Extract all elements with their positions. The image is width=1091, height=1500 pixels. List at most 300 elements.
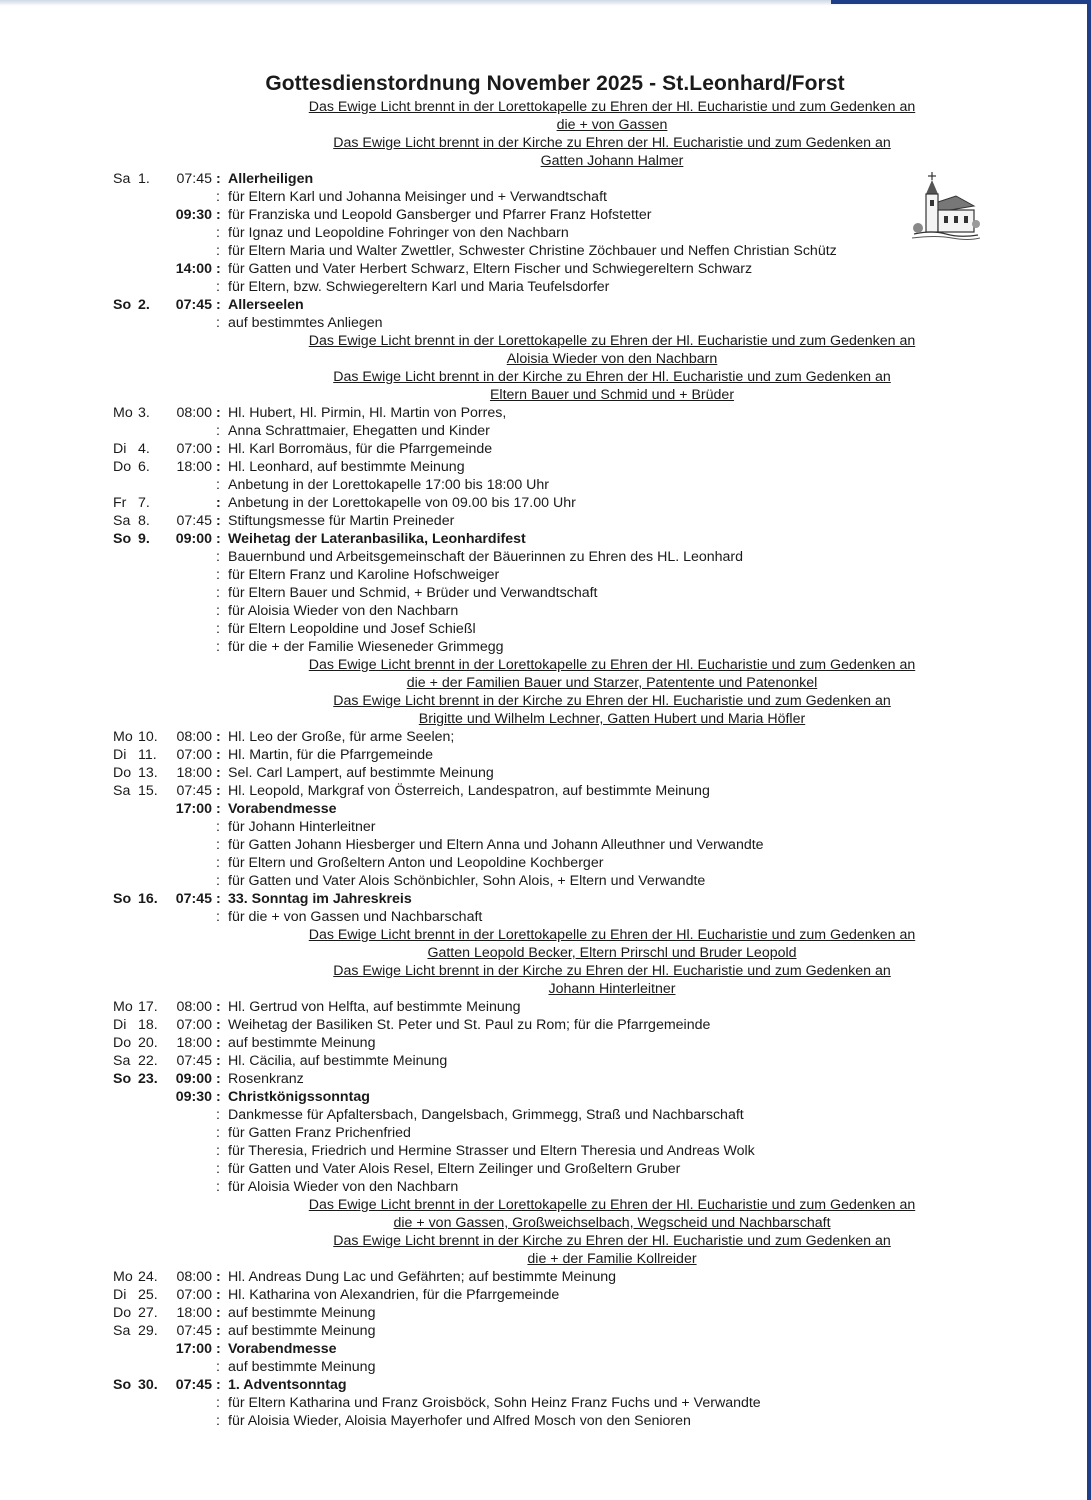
entry-time: 07:00 <box>176 1287 212 1303</box>
separator: : <box>216 261 221 277</box>
separator: : <box>216 1143 220 1159</box>
entry-weekday: Di <box>113 441 127 457</box>
entry-text: Rosenkranz <box>228 1071 304 1087</box>
entry-text: 33. Sonntag im Jahreskreis <box>228 891 412 907</box>
entry-text: 1. Adventsonntag <box>228 1377 347 1393</box>
entry-text: Hl. Leo der Große, für arme Seelen; <box>228 729 455 745</box>
eternal-light-note <box>0 152 1091 170</box>
entry-day-number: 11. <box>138 747 157 763</box>
separator: : <box>216 495 221 511</box>
entry-text: für Eltern Franz und Karoline Hofschweiger <box>228 567 500 583</box>
eternal-light-note <box>0 710 1091 728</box>
separator: : <box>216 1125 220 1141</box>
schedule-row <box>0 908 1091 926</box>
entry-text: Hl. Leopold, Markgraf von Österreich, Landespatron, auf bestimmte Meinung <box>228 783 710 799</box>
separator: : <box>216 765 221 781</box>
schedule-row <box>0 512 1091 530</box>
entry-date <box>113 728 158 746</box>
entry-time: 09:30 <box>175 207 212 223</box>
entry-time: 07:45 <box>175 891 212 907</box>
separator: : <box>216 1395 220 1411</box>
eternal-light-note <box>0 98 1091 116</box>
entry-weekday: So <box>113 1071 132 1087</box>
entry-weekday: Fr <box>113 495 127 511</box>
entry-date <box>113 1268 158 1286</box>
entry-weekday: Do <box>113 1035 132 1051</box>
separator: : <box>216 1287 221 1303</box>
separator: : <box>216 1017 221 1033</box>
schedule-row <box>0 1376 1091 1394</box>
note-text: Das Ewige Licht brennt in der Lorettokapelle zu Ehren der Hl. Eucharistie und zum Gedenken an <box>308 333 916 349</box>
note-text: Gatten Johann Halmer <box>540 153 684 169</box>
separator: : <box>216 855 220 871</box>
entry-text: Hl. Katharina von Alexandrien, für die Pfarrgemeinde <box>228 1287 560 1303</box>
entry-weekday: Mo <box>113 405 133 421</box>
eternal-light-note <box>0 692 1091 710</box>
entry-text: Anbetung in der Lorettokapelle 17:00 bis 18:00 Uhr <box>228 477 550 493</box>
entry-date <box>113 1304 158 1322</box>
entry-text: Weihetag der Basiliken St. Peter und St. Paul zu Rom; für die Pfarrgemeinde <box>228 1017 711 1033</box>
entry-time: 08:00 <box>176 405 212 421</box>
entry-weekday: So <box>113 1377 132 1393</box>
separator: : <box>216 1269 221 1285</box>
separator: : <box>216 1071 221 1087</box>
schedule-row <box>0 764 1091 782</box>
entry-text: für Eltern Karl und Johanna Meisinger und + Verwandtschaft <box>228 189 607 205</box>
entry-day-number: 10. <box>138 729 158 745</box>
entry-text: für Aloisia Wieder von den Nachbarn <box>228 1179 459 1195</box>
entry-day-number: 27. <box>138 1305 158 1321</box>
entry-time: 14:00 <box>175 261 212 277</box>
entry-day-number: 23. <box>138 1071 158 1087</box>
page-title: Gottesdienstordnung November 2025 - St.Leonhard/Forst <box>265 72 845 95</box>
separator: : <box>216 729 221 745</box>
entry-time: 09:30 <box>175 1089 212 1105</box>
schedule-row <box>0 602 1091 620</box>
entry-text: Hl. Andreas Dung Lac und Gefährten; auf bestimmte Meinung <box>228 1269 617 1285</box>
separator: : <box>216 999 221 1015</box>
note-text: Das Ewige Licht brennt in der Kirche zu Ehren der Hl. Eucharistie und zum Gedenken an <box>333 963 891 979</box>
separator: : <box>216 549 220 565</box>
note-text: Aloisia Wieder von den Nachbarn <box>506 351 718 367</box>
entry-text: für Ignaz und Leopoldine Fohringer von den Nachbarn <box>228 225 569 241</box>
schedule-row <box>0 476 1091 494</box>
scan-edge-top-blue <box>831 0 1091 4</box>
schedule-row <box>0 242 1091 260</box>
entry-text: Christkönigssonntag <box>228 1089 370 1105</box>
schedule-row <box>0 1142 1091 1160</box>
separator: : <box>216 423 220 439</box>
entry-day-number: 8. <box>138 513 150 529</box>
entry-day-number: 17. <box>138 999 158 1015</box>
entry-time: 09:00 <box>175 531 212 547</box>
separator: : <box>216 405 221 421</box>
entry-weekday: So <box>113 531 132 547</box>
schedule-row <box>0 566 1091 584</box>
entry-text: für Aloisia Wieder von den Nachbarn <box>228 603 459 619</box>
entry-text: Weihetag der Lateranbasilika, Leonhardifest <box>228 531 526 547</box>
entry-date <box>113 512 150 530</box>
entry-date <box>113 296 150 314</box>
schedule-row <box>0 1070 1091 1088</box>
schedule-row <box>0 1160 1091 1178</box>
entry-date <box>113 440 150 458</box>
entry-date <box>113 998 158 1016</box>
entry-weekday: Di <box>113 747 127 763</box>
entry-text: für Eltern und Großeltern Anton und Leopoldine Kochberger <box>228 855 604 871</box>
entry-text: für Theresia, Friedrich und Hermine Strasser und Eltern Theresia und Andreas Wolk <box>228 1143 755 1159</box>
schedule-row <box>0 1124 1091 1142</box>
entry-time: 07:45 <box>175 297 212 313</box>
schedule-list <box>0 98 1091 1430</box>
entry-time: 07:00 <box>176 747 212 763</box>
separator: : <box>216 207 221 223</box>
entry-text: für Gatten und Vater Herbert Schwarz, Eltern Fischer und Schwiegereltern Schwarz <box>228 261 753 277</box>
separator: : <box>216 441 221 457</box>
note-text: Das Ewige Licht brennt in der Kirche zu Ehren der Hl. Eucharistie und zum Gedenken an <box>333 693 891 709</box>
eternal-light-note <box>0 944 1091 962</box>
separator: : <box>216 783 221 799</box>
entry-date <box>113 494 150 512</box>
eternal-light-note <box>0 926 1091 944</box>
schedule-row <box>0 1304 1091 1322</box>
entry-text: Hl. Karl Borromäus, für die Pfarrgemeinde <box>228 441 493 457</box>
note-text: Das Ewige Licht brennt in der Kirche zu Ehren der Hl. Eucharistie und zum Gedenken an <box>333 135 891 151</box>
entry-day-number: 20. <box>138 1035 158 1051</box>
entry-text: Vorabendmesse <box>228 1341 337 1357</box>
entry-date <box>113 1052 158 1070</box>
entry-text: für Johann Hinterleitner <box>228 819 376 835</box>
note-text: die + der Familie Kollreider <box>527 1251 697 1267</box>
separator: : <box>216 603 220 619</box>
schedule-row <box>0 1286 1091 1304</box>
schedule-row <box>0 1322 1091 1340</box>
entry-text: Hl. Martin, für die Pfarrgemeinde <box>228 747 434 763</box>
separator: : <box>216 909 220 925</box>
entry-day-number: 22. <box>138 1053 158 1069</box>
schedule-row <box>0 584 1091 602</box>
separator: : <box>216 1035 221 1051</box>
schedule-row <box>0 998 1091 1016</box>
eternal-light-note <box>0 116 1091 134</box>
schedule-row <box>0 818 1091 836</box>
schedule-row <box>0 1412 1091 1430</box>
eternal-light-note <box>0 368 1091 386</box>
schedule-row <box>0 1178 1091 1196</box>
entry-date <box>113 458 150 476</box>
entry-text: Hl. Cäcilia, auf bestimmte Meinung <box>228 1053 448 1069</box>
separator: : <box>216 585 220 601</box>
entry-date <box>113 1070 158 1088</box>
entry-time: 07:00 <box>176 441 212 457</box>
separator: : <box>216 1341 221 1357</box>
entry-text: auf bestimmte Meinung <box>228 1035 376 1051</box>
schedule-row <box>0 800 1091 818</box>
entry-text: Bauernbund und Arbeitsgemeinschaft der Bäuerinnen zu Ehren des HL. Leonhard <box>228 549 744 565</box>
schedule-row <box>0 746 1091 764</box>
entry-time: 08:00 <box>176 729 212 745</box>
entry-day-number: 4. <box>138 441 150 457</box>
schedule-row <box>0 1052 1091 1070</box>
entry-weekday: Sa <box>113 513 131 529</box>
schedule-row <box>0 314 1091 332</box>
entry-weekday: Mo <box>113 1269 133 1285</box>
separator: : <box>216 1413 220 1429</box>
entry-text: für Gatten und Vater Alois Resel, Eltern Zeilinger und Großeltern Gruber <box>228 1161 681 1177</box>
entry-weekday: Sa <box>113 1053 131 1069</box>
entry-text: Hl. Gertrud von Helfta, auf bestimmte Meinung <box>228 999 521 1015</box>
separator: : <box>216 1305 221 1321</box>
entry-text: auf bestimmte Meinung <box>228 1359 376 1375</box>
eternal-light-note <box>0 134 1091 152</box>
entry-day-number: 9. <box>138 531 150 547</box>
separator: : <box>216 747 221 763</box>
entry-text: Allerseelen <box>228 297 304 313</box>
entry-text: Sel. Carl Lampert, auf bestimmte Meinung <box>228 765 494 781</box>
entry-day-number: 15. <box>138 783 158 799</box>
schedule-row <box>0 530 1091 548</box>
separator: : <box>216 873 220 889</box>
entry-time: 07:45 <box>176 783 212 799</box>
schedule-row <box>0 404 1091 422</box>
entry-date <box>113 1016 158 1034</box>
entry-day-number: 1. <box>138 171 150 187</box>
eternal-light-note <box>0 674 1091 692</box>
separator: : <box>216 1377 221 1393</box>
eternal-light-note <box>0 386 1091 404</box>
eternal-light-note <box>0 332 1091 350</box>
separator: : <box>216 1323 221 1339</box>
schedule-row <box>0 782 1091 800</box>
entry-text: Stiftungsmesse für Martin Preineder <box>228 513 455 529</box>
entry-text: für Eltern Bauer und Schmid, + Brüder und Verwandtschaft <box>228 585 598 601</box>
entry-text: für Eltern Katharina und Franz Groisböck, Sohn Heinz Franz Fuchs und + Verwandte <box>228 1395 761 1411</box>
schedule-row <box>0 854 1091 872</box>
entry-weekday: Do <box>113 459 132 475</box>
entry-date <box>113 1286 158 1304</box>
schedule-row <box>0 296 1091 314</box>
entry-time: 18:00 <box>176 765 212 781</box>
entry-time: 07:45 <box>176 513 212 529</box>
note-text: die + von Gassen <box>556 117 668 133</box>
schedule-row <box>0 278 1091 296</box>
separator: : <box>216 639 220 655</box>
schedule-row <box>0 188 1091 206</box>
entry-time: 18:00 <box>176 459 212 475</box>
entry-text: auf bestimmtes Anliegen <box>228 315 383 331</box>
separator: : <box>216 459 221 475</box>
schedule-row <box>0 260 1091 278</box>
schedule-row <box>0 638 1091 656</box>
note-text: Das Ewige Licht brennt in der Lorettokapelle zu Ehren der Hl. Eucharistie und zum Gedenken an <box>308 1197 916 1213</box>
entry-weekday: So <box>113 297 132 313</box>
separator: : <box>216 1053 221 1069</box>
separator: : <box>216 1089 221 1105</box>
schedule-row <box>0 890 1091 908</box>
note-text: Das Ewige Licht brennt in der Kirche zu Ehren der Hl. Eucharistie und zum Gedenken an <box>333 369 891 385</box>
note-text: Das Ewige Licht brennt in der Lorettokapelle zu Ehren der Hl. Eucharistie und zum Gedenken an <box>308 99 916 115</box>
entry-weekday: Di <box>113 1017 127 1033</box>
separator: : <box>216 279 220 295</box>
entry-text: für Eltern Leopoldine und Josef Schießl <box>228 621 476 637</box>
eternal-light-note <box>0 1250 1091 1268</box>
entry-weekday: Do <box>113 765 132 781</box>
entry-day-number: 13. <box>138 765 158 781</box>
entry-weekday: Mo <box>113 999 133 1015</box>
schedule-row <box>0 1340 1091 1358</box>
entry-date <box>113 746 157 764</box>
entry-text: für Gatten und Vater Alois Schönbichler, Sohn Alois, + Eltern und Verwandte <box>228 873 706 889</box>
entry-day-number: 2. <box>138 297 150 313</box>
entry-text: für die + der Familie Wieseneder Grimmegg <box>228 639 504 655</box>
entry-text: für Gatten Johann Hiesberger und Eltern Anna und Johann Alleuthner und Verwandte <box>228 837 764 853</box>
note-text: Brigitte und Wilhelm Lechner, Gatten Hubert und Maria Höfler <box>418 711 806 727</box>
eternal-light-note <box>0 980 1091 998</box>
entry-text: Hl. Leonhard, auf bestimmte Meinung <box>228 459 465 475</box>
separator: : <box>216 1107 220 1123</box>
entry-day-number: 6. <box>138 459 150 475</box>
entry-day-number: 3. <box>138 405 150 421</box>
entry-weekday: Di <box>113 1287 127 1303</box>
eternal-light-note <box>0 350 1091 368</box>
entry-weekday: Sa <box>113 1323 131 1339</box>
entry-weekday: Mo <box>113 729 133 745</box>
entry-time: 08:00 <box>176 999 212 1015</box>
schedule-row <box>0 548 1091 566</box>
schedule-row <box>0 1016 1091 1034</box>
separator: : <box>216 801 221 817</box>
eternal-light-note <box>0 962 1091 980</box>
entry-day-number: 16. <box>138 891 158 907</box>
entry-text: auf bestimmte Meinung <box>228 1305 376 1321</box>
separator: : <box>216 567 220 583</box>
separator: : <box>216 513 221 529</box>
entry-text: Hl. Hubert, Hl. Pirmin, Hl. Martin von Porres, <box>228 405 507 421</box>
entry-time: 18:00 <box>176 1035 212 1051</box>
entry-time: 17:00 <box>175 801 212 817</box>
entry-day-number: 25. <box>138 1287 158 1303</box>
schedule-row <box>0 224 1091 242</box>
entry-weekday: Sa <box>113 171 131 187</box>
entry-time: 08:00 <box>176 1269 212 1285</box>
separator: : <box>216 819 220 835</box>
entry-weekday: Sa <box>113 783 131 799</box>
entry-text: Anbetung in der Lorettokapelle von 09.00 bis 17.00 Uhr <box>228 495 576 511</box>
schedule-row <box>0 1358 1091 1376</box>
separator: : <box>216 189 220 205</box>
schedule-row <box>0 1088 1091 1106</box>
separator: : <box>216 621 220 637</box>
entry-text: auf bestimmte Meinung <box>228 1323 376 1339</box>
separator: : <box>216 891 221 907</box>
note-text: Johann Hinterleitner <box>548 981 676 997</box>
separator: : <box>216 1179 220 1195</box>
separator: : <box>216 837 220 853</box>
separator: : <box>216 243 220 259</box>
schedule-row <box>0 728 1091 746</box>
entry-date <box>113 890 158 908</box>
separator: : <box>216 1359 220 1375</box>
schedule-row <box>0 1394 1091 1412</box>
entry-time: 18:00 <box>176 1305 212 1321</box>
separator: : <box>216 1161 220 1177</box>
entry-date <box>113 1034 158 1052</box>
entry-day-number: 29. <box>138 1323 158 1339</box>
entry-text: für Eltern Maria und Walter Zwettler, Schwester Christine Zöchbauer und Neffen Christian Schütz <box>228 243 837 259</box>
eternal-light-note <box>0 1196 1091 1214</box>
entry-date <box>113 530 150 548</box>
entry-day-number: 7. <box>138 495 150 511</box>
entry-weekday: Do <box>113 1305 132 1321</box>
eternal-light-note <box>0 1232 1091 1250</box>
entry-time: 07:45 <box>176 1053 212 1069</box>
note-text: Das Ewige Licht brennt in der Lorettokapelle zu Ehren der Hl. Eucharistie und zum Gedenken an <box>308 927 916 943</box>
note-text: Das Ewige Licht brennt in der Kirche zu Ehren der Hl. Eucharistie und zum Gedenken an <box>333 1233 891 1249</box>
entry-date <box>113 764 158 782</box>
separator: : <box>216 531 221 547</box>
note-text: Eltern Bauer und Schmid und + Brüder <box>489 387 735 403</box>
schedule-row <box>0 206 1091 224</box>
entry-time: 07:45 <box>175 1377 212 1393</box>
separator: : <box>216 225 220 241</box>
entry-time: 07:45 <box>176 1323 212 1339</box>
schedule-row <box>0 422 1091 440</box>
schedule-row <box>0 1106 1091 1124</box>
separator: : <box>216 477 220 493</box>
separator: : <box>216 297 221 313</box>
entry-text: Allerheiligen <box>228 171 314 187</box>
schedule-row <box>0 1034 1091 1052</box>
entry-time: 07:45 <box>176 171 212 187</box>
note-text: Gatten Leopold Becker, Eltern Prirschl und Bruder Leopold <box>427 945 797 961</box>
note-text: die + der Familien Bauer und Starzer, Patentente und Patenonkel <box>406 675 818 691</box>
entry-date <box>113 782 158 800</box>
entry-weekday: So <box>113 891 132 907</box>
entry-text: Anna Schrattmaier, Ehegatten und Kinder <box>228 423 490 439</box>
eternal-light-note <box>0 656 1091 674</box>
entry-text: für Franziska und Leopold Gansberger und Pfarrer Franz Hofstetter <box>228 207 652 223</box>
schedule-row <box>0 440 1091 458</box>
schedule-row <box>0 620 1091 638</box>
note-text: Das Ewige Licht brennt in der Lorettokapelle zu Ehren der Hl. Eucharistie und zum Gedenken an <box>308 657 916 673</box>
entry-text: für die + von Gassen und Nachbarschaft <box>228 909 483 925</box>
entry-text: für Aloisia Wieder, Aloisia Mayerhofer und Alfred Mosch von den Senioren <box>228 1413 691 1429</box>
entry-date <box>113 404 150 422</box>
entry-day-number: 18. <box>138 1017 158 1033</box>
schedule-row <box>0 494 1091 512</box>
entry-date <box>113 1322 158 1340</box>
schedule-row <box>0 170 1091 188</box>
separator: : <box>216 315 220 331</box>
eternal-light-note <box>0 1214 1091 1232</box>
entry-time: 07:00 <box>176 1017 212 1033</box>
entry-day-number: 30. <box>138 1377 158 1393</box>
entry-day-number: 24. <box>138 1269 158 1285</box>
entry-time: 09:00 <box>175 1071 212 1087</box>
entry-time: 17:00 <box>175 1341 212 1357</box>
entry-text: Vorabendmesse <box>228 801 337 817</box>
entry-date <box>113 1376 158 1394</box>
schedule-row <box>0 1268 1091 1286</box>
note-text: die + von Gassen, Großweichselbach, Wegscheid und Nachbarschaft <box>393 1215 831 1231</box>
schedule-row <box>0 458 1091 476</box>
schedule-row <box>0 872 1091 890</box>
schedule-row <box>0 836 1091 854</box>
entry-text: für Eltern, bzw. Schwiegereltern Karl und Maria Teufelsdorfer <box>228 279 610 295</box>
entry-text: Dankmesse für Apfaltersbach, Dangelsbach, Grimmegg, Straß und Nachbarschaft <box>228 1107 744 1123</box>
entry-date <box>113 170 150 188</box>
entry-text: für Gatten Franz Prichenfried <box>228 1125 411 1141</box>
